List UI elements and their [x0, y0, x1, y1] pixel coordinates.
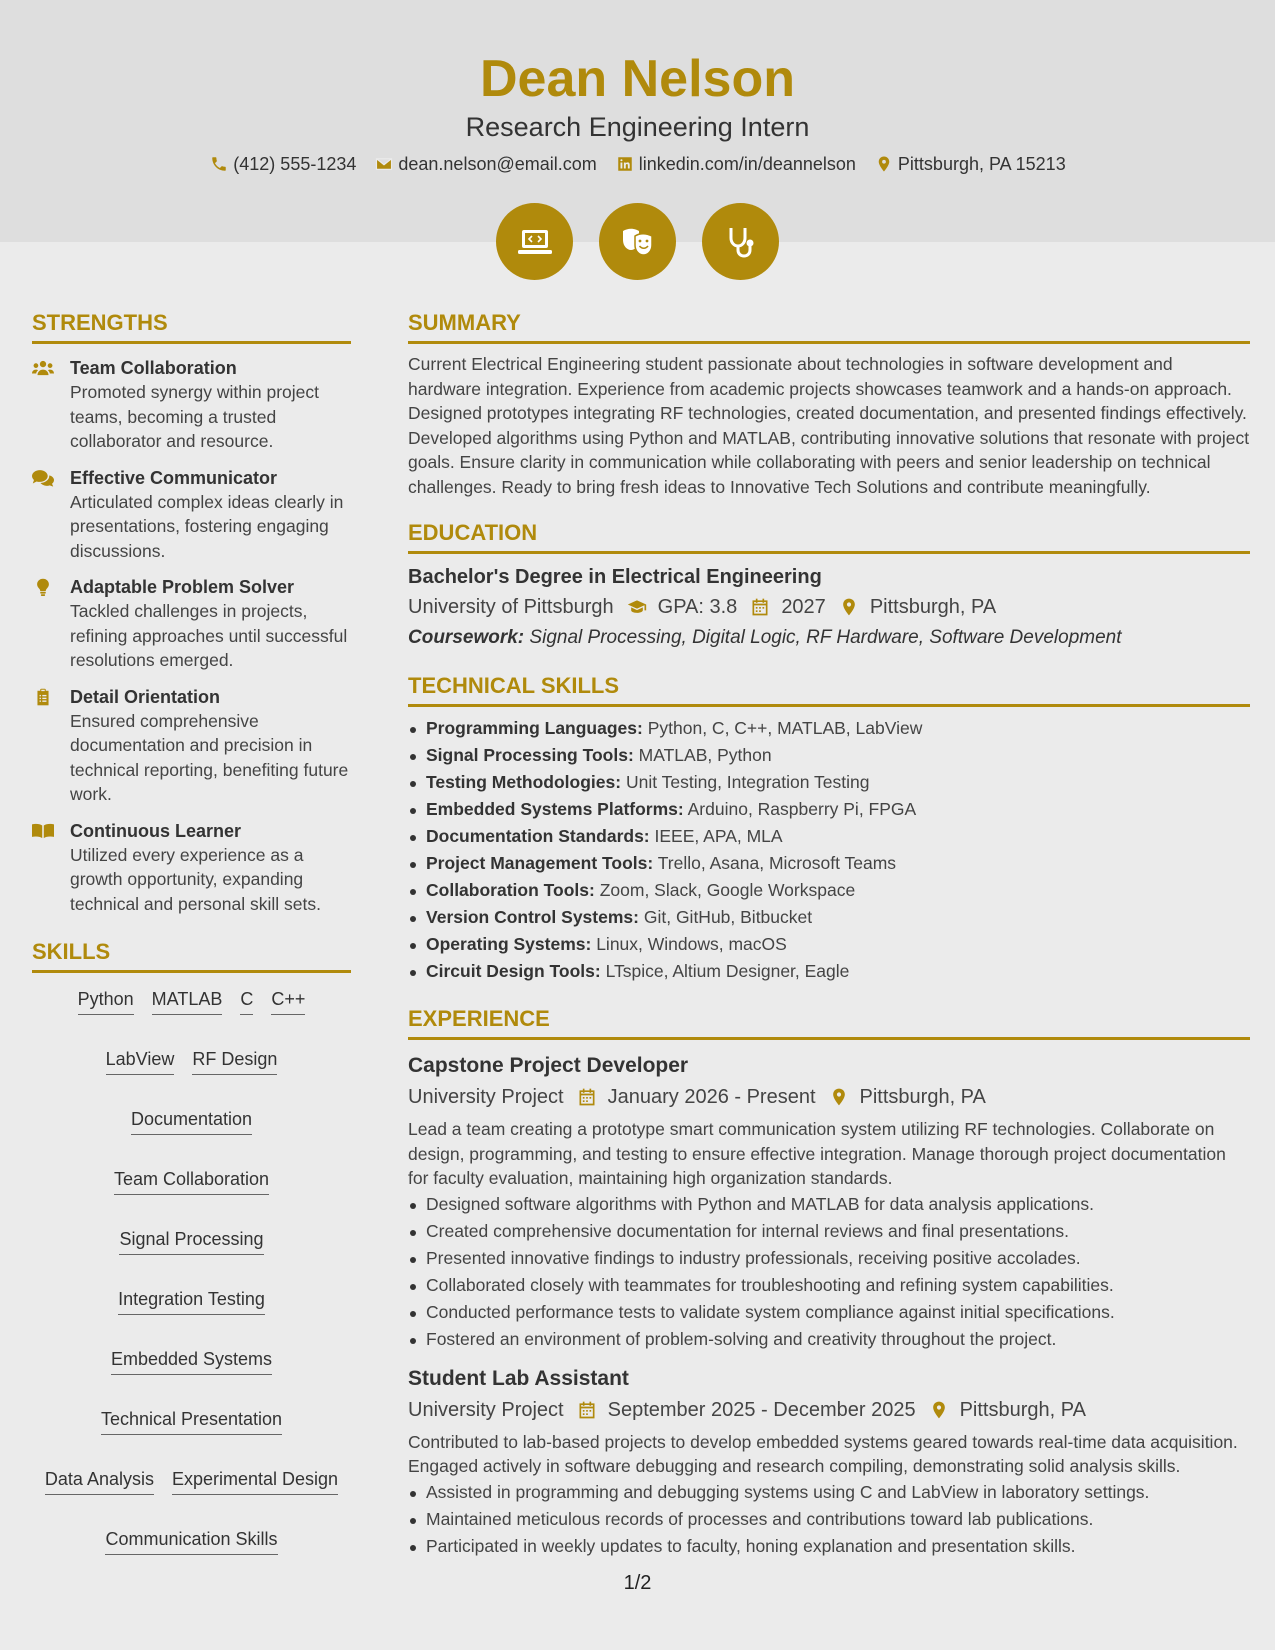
strength-text — [70, 356, 351, 454]
technical-skill-item — [408, 742, 1250, 769]
strength-text — [70, 575, 351, 673]
job-bullets — [408, 1191, 1250, 1353]
skill-tag: C — [240, 987, 253, 1015]
technical-skill-item — [408, 877, 1250, 904]
job-bullet: Assisted in programming and debugging systems using C and LabView in laboratory settings. — [408, 1479, 1250, 1506]
contact-phone — [209, 152, 356, 176]
job-location: Pittsburgh, PA — [959, 1398, 1086, 1421]
technical-skill-item — [408, 931, 1250, 958]
strength-desc: Utilized every experience as a growth opportunity, expanding technical and personal skill sets. — [70, 844, 321, 914]
technical-skill-value: Git, GitHub, Bitbucket — [643, 907, 813, 927]
strength-desc: Ensured comprehensive documentation and precision in technical reporting, benefiting future work. — [70, 710, 349, 804]
technical-skill-label: Testing Methodologies: — [426, 772, 622, 792]
contact-location — [874, 152, 1066, 176]
strength-text — [70, 466, 351, 564]
strength-title: Detail Orientation — [70, 686, 221, 707]
strength-text — [70, 819, 351, 917]
job-meta — [408, 1083, 1250, 1111]
technical-skill-label: Project Management Tools: — [426, 853, 654, 873]
clipboard-list-icon — [32, 685, 56, 807]
job-bullets — [408, 1479, 1250, 1560]
job-bullet: Created comprehensive documentation for internal reviews and final presentations. — [408, 1218, 1250, 1245]
experience-list — [408, 1052, 1250, 1560]
right-column — [408, 309, 1250, 1560]
phone-icon — [209, 154, 229, 174]
technical-skill-label: Circuit Design Tools: — [426, 961, 601, 981]
graduation-cap-icon — [626, 597, 648, 617]
degree: Bachelor's Degree in Electrical Engineering — [408, 566, 822, 588]
book-open-icon — [32, 819, 56, 917]
skill-tag: Embedded Systems — [111, 1347, 272, 1375]
stethoscope-icon — [702, 203, 779, 280]
map-marker-icon — [928, 1400, 950, 1420]
calendar-icon — [576, 1087, 598, 1107]
skill-tag: Experimental Design — [172, 1467, 338, 1495]
job-bullet: Maintained meticulous records of processes and contributions toward lab publications. — [408, 1506, 1250, 1533]
job-dates: September 2025 - December 2025 — [607, 1398, 916, 1421]
strength-title: Continuous Learner — [70, 820, 242, 841]
map-marker-icon — [838, 597, 860, 617]
skill-tag: Communication Skills — [105, 1527, 277, 1555]
map-marker-icon — [874, 154, 894, 174]
technical-skill-value: Linux, Windows, macOS — [596, 934, 787, 954]
job-title: Student Lab Assistant — [408, 1366, 629, 1390]
users-icon — [32, 356, 56, 454]
job-meta — [408, 1396, 1250, 1424]
skill-tag: Data Analysis — [45, 1467, 154, 1495]
strength-item — [32, 356, 351, 454]
technical-skill-label: Embedded Systems Platforms: — [426, 799, 684, 819]
skill-tag: Signal Processing — [119, 1227, 263, 1255]
skill-tag: Technical Presentation — [101, 1407, 282, 1435]
technical-skill-label: Version Control Systems: — [426, 907, 639, 927]
phone-text: (412) 555-1234 — [233, 154, 357, 174]
education-location: Pittsburgh, PA — [869, 596, 997, 618]
hobby-icons — [0, 203, 1275, 280]
lightbulb-icon — [32, 575, 56, 673]
candidate-name: Dean Nelson — [480, 50, 795, 108]
technical-skill-item — [408, 715, 1250, 742]
linkedin-text: linkedin.com/in/deannelson — [638, 154, 856, 174]
contact-bar — [0, 152, 1275, 176]
strength-title: Effective Communicator — [70, 467, 278, 488]
calendar-icon — [749, 597, 771, 617]
technical-skill-item — [408, 958, 1250, 985]
coursework-label: Coursework: — [408, 627, 525, 648]
job-bullet: Conducted performance tests to validate system compliance against initial specifications. — [408, 1299, 1250, 1326]
summary-heading: SUMMARY — [408, 309, 1250, 344]
technical-skill-value: Arduino, Raspberry Pi, FPGA — [687, 799, 917, 819]
location-text: Pittsburgh, PA 15213 — [897, 154, 1066, 174]
gpa: GPA: 3.8 — [657, 596, 738, 618]
theater-masks-icon — [599, 203, 676, 280]
job-bullet: Participated in weekly updates to faculty, honing explanation and presentation skills. — [408, 1533, 1250, 1560]
technical-skill-item — [408, 769, 1250, 796]
skill-tag: LabView — [106, 1047, 175, 1075]
technical-skills-list — [408, 715, 1250, 985]
comments-icon — [32, 466, 56, 564]
technical-skill-label: Documentation Standards: — [426, 826, 650, 846]
strength-text — [70, 685, 351, 807]
education-meta — [408, 593, 1250, 621]
technical-skill-label: Programming Languages: — [426, 718, 643, 738]
strength-desc: Promoted synergy within project teams, becoming a trusted collaborator and resource. — [70, 382, 319, 451]
strength-title: Team Collaboration — [70, 358, 237, 378]
technical-skill-item — [408, 796, 1250, 823]
laptop-code-icon — [496, 203, 573, 280]
envelope-icon — [374, 154, 394, 174]
strengths-heading: STRENGTHS — [32, 309, 351, 344]
technical-skill-item — [408, 823, 1250, 850]
job-entry — [408, 1365, 1250, 1560]
strength-item — [32, 819, 351, 917]
job-description: Contributed to lab-based projects to develop embedded systems geared towards real-time data acquisition. Engaged actively in software debugging and research compiling, demonstrating solid analysis skills. — [408, 1431, 1238, 1476]
skills-list — [32, 987, 351, 1555]
technical-skill-label: Operating Systems: — [426, 934, 592, 954]
skill-tag: MATLAB — [152, 987, 223, 1015]
job-org: University Project — [408, 1086, 564, 1108]
strength-item — [32, 685, 351, 807]
strength-item — [32, 466, 351, 564]
email-text: dean.nelson@email.com — [398, 154, 597, 174]
technical-skill-value: Unit Testing, Integration Testing — [625, 772, 870, 792]
left-column — [32, 309, 351, 1555]
strength-item — [32, 575, 351, 673]
job-location: Pittsburgh, PA — [859, 1086, 986, 1108]
strength-desc: Articulated complex ideas clearly in presentations, fostering engaging discussions. — [70, 491, 344, 561]
coursework — [408, 624, 1250, 652]
technical-skill-value: MATLAB, Python — [638, 745, 772, 765]
school: University of Pittsburgh — [408, 596, 614, 618]
strength-title: Adaptable Problem Solver — [70, 577, 295, 597]
job-bullet: Fostered an environment of problem-solving and creativity throughout the project. — [408, 1326, 1250, 1353]
strengths-list — [32, 356, 351, 916]
strength-desc: Tackled challenges in projects, refining approaches until successful resolutions emerged. — [70, 601, 348, 670]
skill-tag: C++ — [271, 987, 305, 1015]
technical-skills-heading: TECHNICAL SKILLS — [408, 672, 1250, 707]
technical-skill-item — [408, 904, 1250, 931]
contact-email — [374, 152, 596, 176]
skill-tag: RF Design — [192, 1047, 277, 1075]
coursework-list: Signal Processing, Digital Logic, RF Hardware, Software Development — [529, 627, 1122, 648]
technical-skill-item — [408, 850, 1250, 877]
job-title: Capstone Project Developer — [408, 1054, 689, 1077]
map-marker-icon — [828, 1087, 850, 1107]
graduation-year: 2027 — [781, 596, 826, 618]
job-dates: January 2026 - Present — [607, 1086, 816, 1108]
summary-text: Current Electrical Engineering student passionate about technologies in software development and hardware integration. Experience from academic projects showcases teamwork and a hands-on approach. Designed prototypes integrating RF technologies, created documentation, and presented findings effectively. Developed algorithms using Python and MATLAB, contributing innovative solutions that resonate with project goals. Ensure clarity in communication while collaborating with peers and senior leadership on technical challenges. Ready to bring fresh ideas to Innovative Tech Solutions and contribute meaningfully. — [408, 354, 1250, 497]
technical-skill-value: Python, C, C++, MATLAB, LabView — [647, 718, 923, 738]
page-number: 1/2 — [623, 1572, 652, 1594]
skill-tag: Python — [78, 987, 134, 1015]
job-description: Lead a team creating a prototype smart communication system utilizing RF technologies. Collaborate on design, programming, and testing to ensure effective integration. Manage thorough project documentation for faculty evaluation, maintaining high organization standards. — [408, 1119, 1226, 1188]
technical-skill-value: LTspice, Altium Designer, Eagle — [605, 961, 850, 981]
job-title: Research Engineering Intern — [465, 112, 810, 142]
job-bullet: Collaborated closely with teammates for troubleshooting and refining system capabilities. — [408, 1272, 1250, 1299]
technical-skill-label: Collaboration Tools: — [426, 880, 595, 900]
experience-heading: EXPERIENCE — [408, 1005, 1250, 1040]
technical-skill-label: Signal Processing Tools: — [426, 745, 634, 765]
job-bullet: Designed software algorithms with Python and MATLAB for data analysis applications. — [408, 1191, 1250, 1218]
technical-skill-value: Zoom, Slack, Google Workspace — [599, 880, 856, 900]
job-org: University Project — [408, 1398, 564, 1421]
skill-tag: Team Collaboration — [114, 1167, 269, 1195]
contact-linkedin — [615, 152, 856, 176]
job-entry — [408, 1052, 1250, 1353]
education-heading: EDUCATION — [408, 519, 1250, 554]
linkedin-icon — [615, 154, 635, 174]
technical-skill-value: IEEE, APA, MLA — [654, 826, 783, 846]
technical-skill-value: Trello, Asana, Microsoft Teams — [657, 853, 897, 873]
calendar-icon — [576, 1400, 598, 1420]
skill-tag: Integration Testing — [118, 1287, 265, 1315]
skills-heading: SKILLS — [32, 938, 351, 973]
job-bullet: Presented innovative findings to industry professionals, receiving positive accolades. — [408, 1245, 1250, 1272]
skill-tag: Documentation — [131, 1107, 252, 1135]
